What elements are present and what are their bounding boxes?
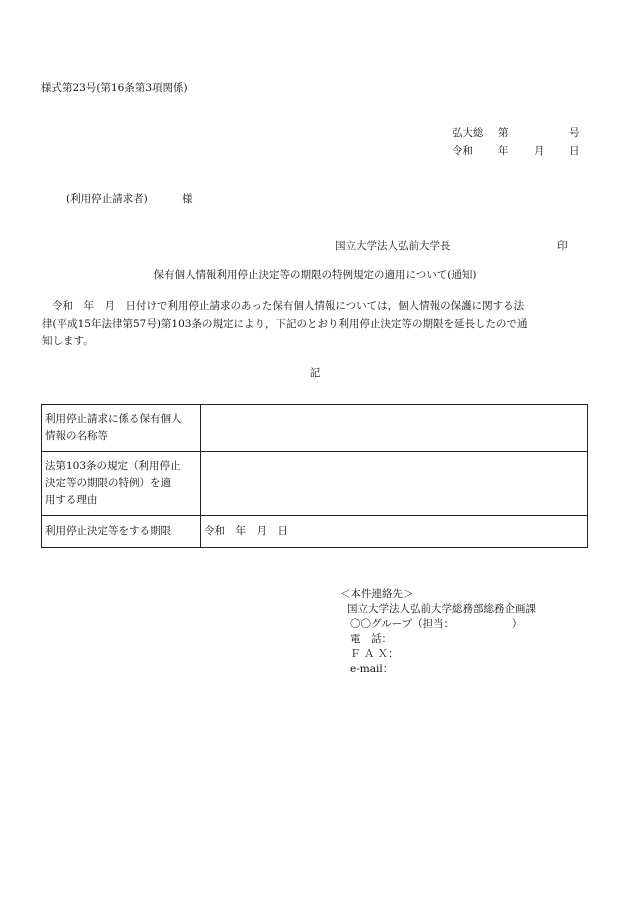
seal-mark: 印	[557, 240, 568, 252]
row1-value	[201, 405, 588, 452]
contact-fax: Ｆ Ａ Ｘ：	[350, 648, 399, 660]
row2-label-line3: 用する理由	[45, 494, 98, 506]
contact-heading: ＜本件連絡先＞	[340, 588, 414, 600]
document-date-era: 令和	[452, 145, 473, 157]
table-row	[42, 516, 588, 548]
document-number-dai: 第	[498, 127, 509, 139]
row2-value	[201, 452, 588, 516]
addressee-honorific: 様	[182, 193, 193, 205]
row1-label-line2: 情報の名称等	[45, 430, 108, 442]
table-row	[42, 405, 588, 452]
contact-dept: 国立大学法人弘前大学総務部総務企画課	[347, 603, 536, 615]
row3-value: 令和 年 月 日	[201, 516, 588, 548]
form-label: 様式第23号(第16条第3項関係)	[41, 82, 188, 94]
document-number-prefix: 弘大総	[452, 127, 484, 139]
row2-label-line1: 法第103条の規定（利用停止	[45, 460, 181, 472]
row1-label-line1: 利用停止請求に係る保有個人	[45, 413, 182, 425]
row2-label	[42, 452, 201, 516]
body-line-3: 知します。	[42, 335, 94, 347]
row1-label	[42, 405, 201, 452]
table-row	[42, 452, 588, 516]
addressee-name: (利用停止請求者)	[66, 193, 148, 205]
row3-label: 利用停止決定等をする期限	[42, 516, 201, 548]
body-text	[42, 298, 592, 351]
contact-group: 〇〇グループ（担当： ）	[350, 618, 523, 630]
addressee	[66, 193, 193, 205]
info-table	[41, 404, 588, 548]
body-line-1: 令和 年 月 日付けで利用停止請求のあった保有個人情報については，個人情報の保護に関する法	[52, 300, 525, 312]
document-date-year: 年	[498, 145, 509, 157]
contact-email: e-mail：	[350, 663, 394, 675]
document-number-go: 号	[569, 127, 580, 139]
document-title: 保有個人情報利用停止決定等の期限の特例規定の適用について(通知)	[153, 269, 477, 281]
document-date-day: 日	[569, 145, 580, 157]
contact-tel: 電 話：	[350, 633, 392, 645]
body-line-2: 律(平成15年法律第57号)第103条の規定により，下記のとおり利用停止決定等の期限を延長したので通	[42, 317, 528, 330]
contact-block	[340, 587, 536, 677]
ki-heading: 記	[309, 367, 321, 379]
row2-label-line2: 決定等の期限の特例）を適	[45, 477, 171, 489]
document-date-month: 月	[534, 145, 545, 157]
sender: 国立大学法人弘前大学長	[335, 240, 451, 252]
